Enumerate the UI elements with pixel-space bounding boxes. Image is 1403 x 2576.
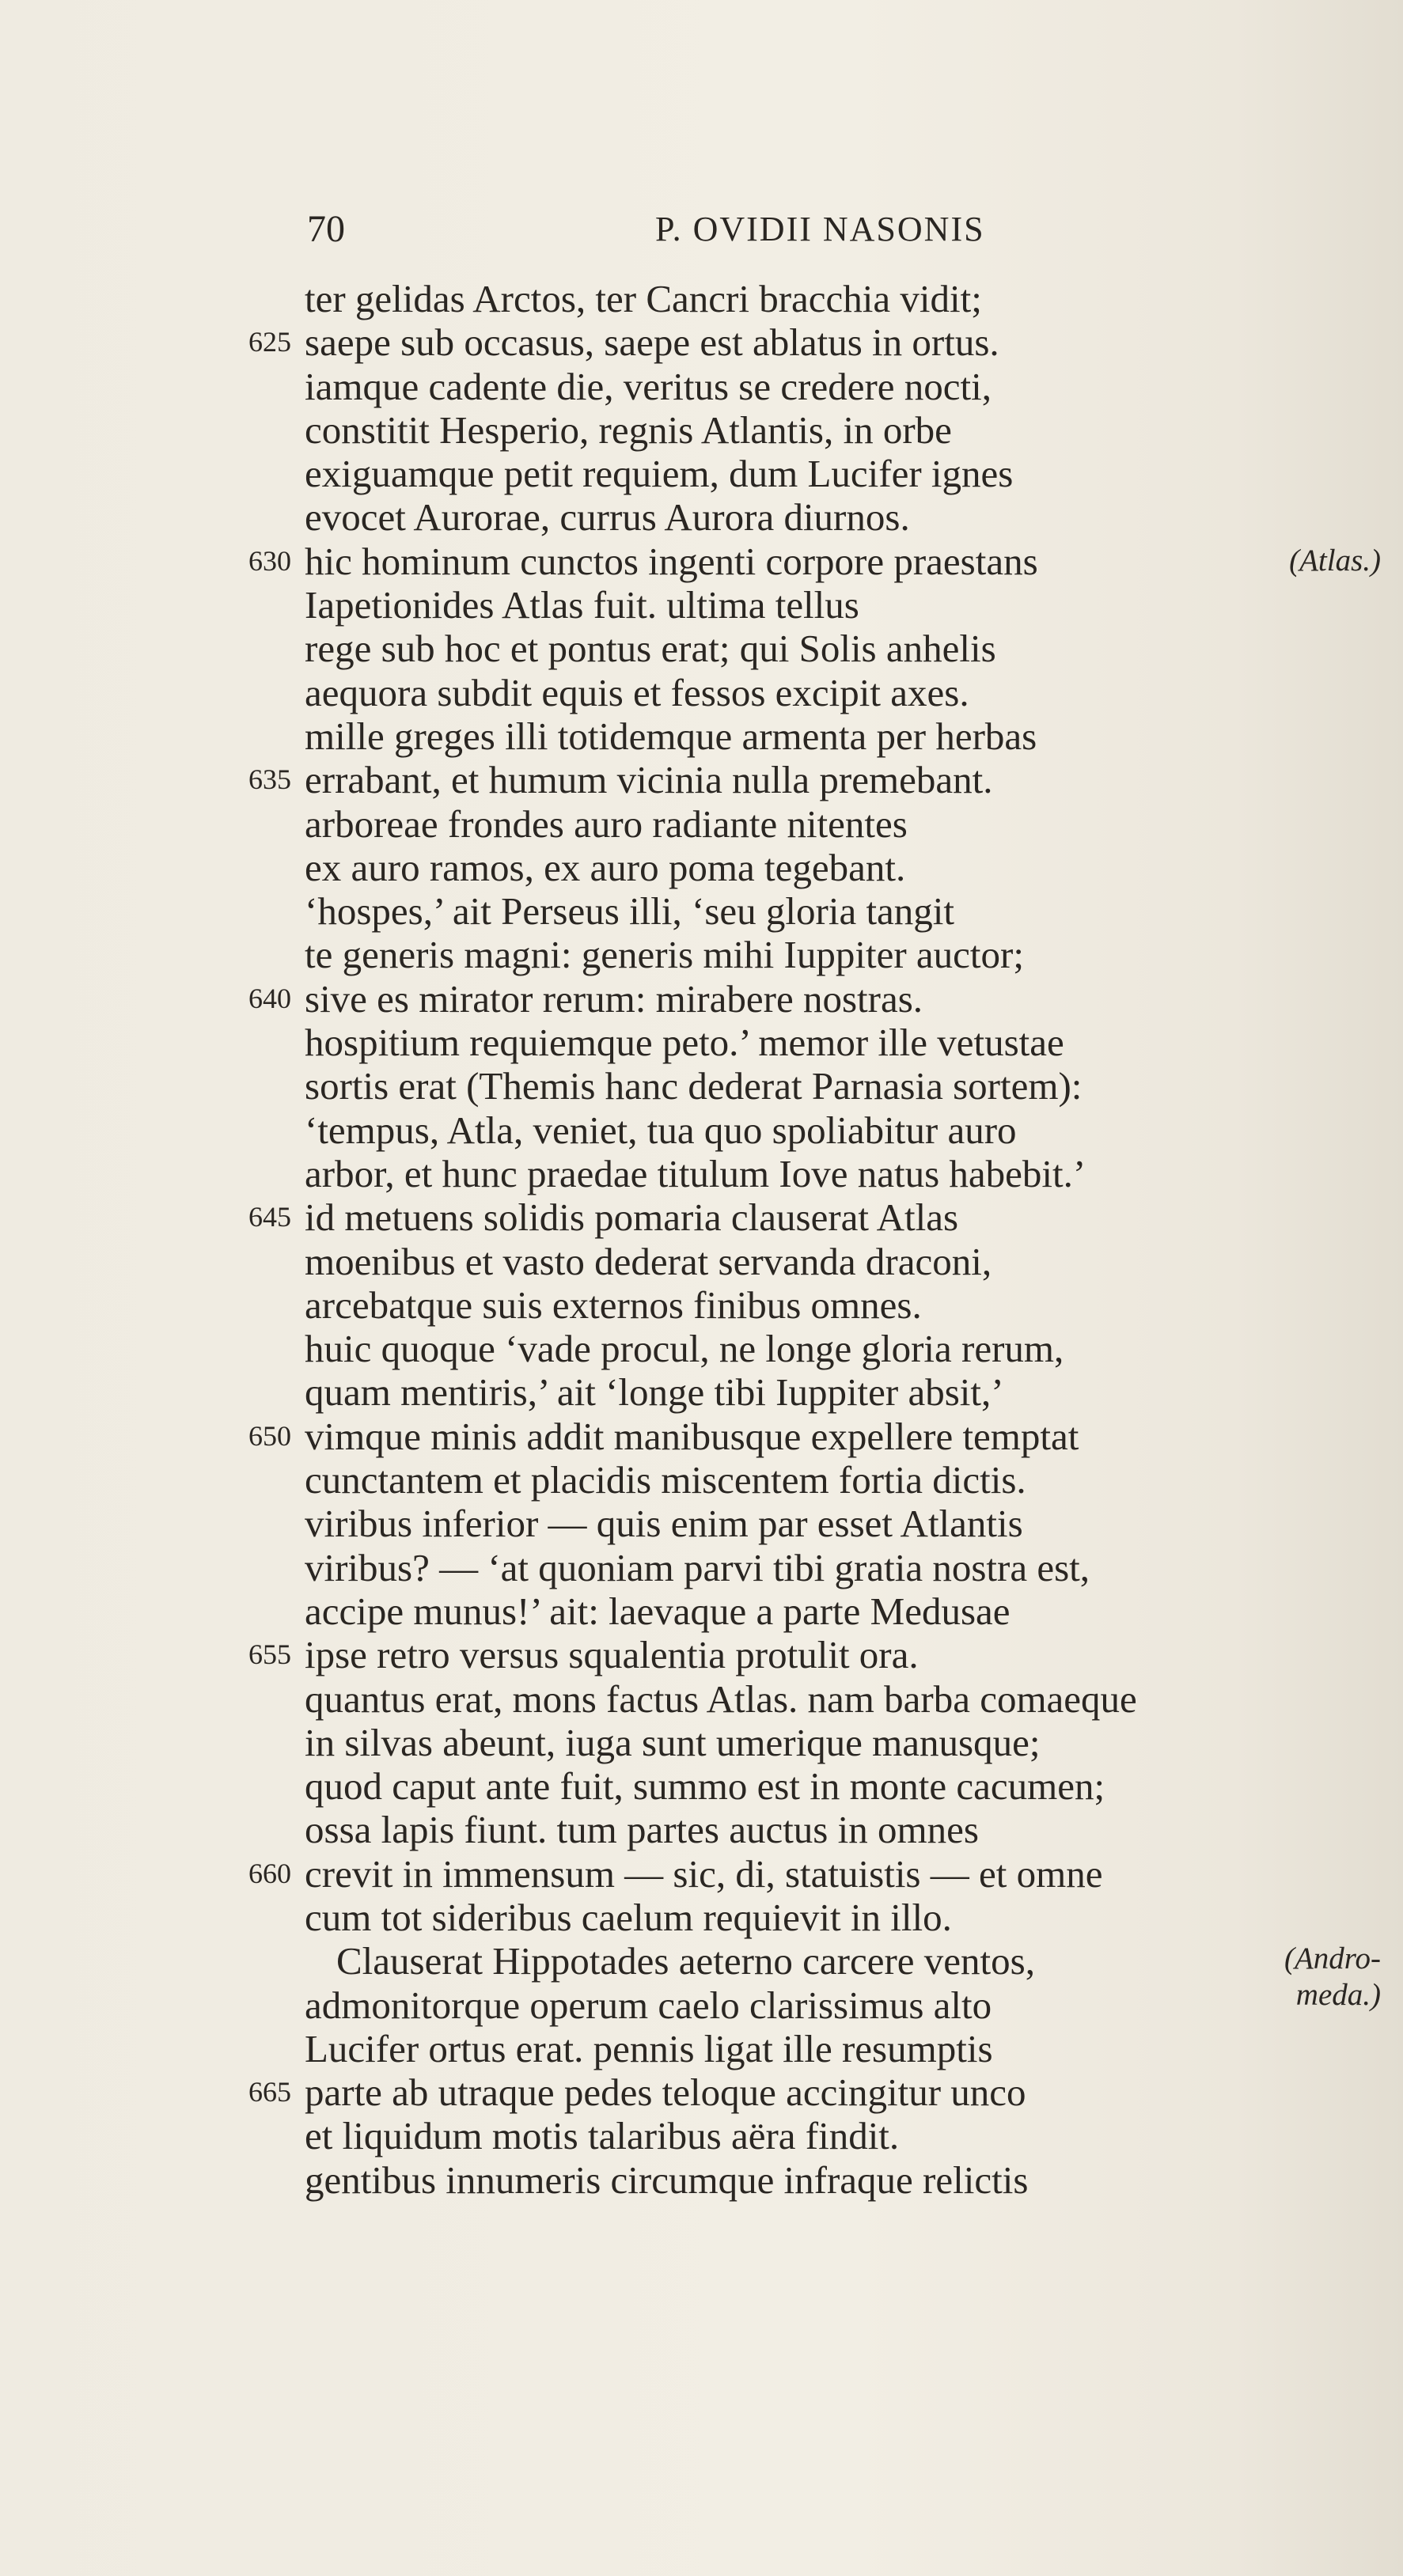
line-number: 625 xyxy=(248,326,291,358)
verse-text: sive es mirator rerum: mirabere nostras. xyxy=(305,976,923,1021)
verse-text: cunctantem et placidis miscentem fortia dictis. xyxy=(305,1458,1026,1502)
verse-line xyxy=(0,540,1403,583)
marginal-note: (Atlas.) xyxy=(1289,543,1381,578)
verse-text: exiguamque petit requiem, dum Lucifer ignes xyxy=(305,452,1014,496)
verse-line xyxy=(0,846,1403,889)
verse-text: rege sub hoc et pontus erat; qui Solis anhelis xyxy=(305,627,996,671)
verse-line xyxy=(0,1764,1403,1808)
line-number: 650 xyxy=(248,1419,291,1452)
verse-text: errabant, et humum vicinia nulla premebant. xyxy=(305,758,993,802)
marginal-note-line: (Andro- xyxy=(1284,1941,1381,1976)
verse-line xyxy=(0,714,1403,758)
verse-text: in silvas abeunt, iuga sunt umerique manusque; xyxy=(305,1720,1041,1764)
line-number: 635 xyxy=(248,763,291,796)
verse-line xyxy=(0,1195,1403,1239)
verse-text: ‘hospes,’ ait Perseus illi, ‘seu gloria tangit xyxy=(305,889,955,934)
verse-text: cum tot sideribus caelum requievit in illo. xyxy=(305,1895,952,1939)
verse-line xyxy=(0,671,1403,714)
verse-line xyxy=(0,1152,1403,1195)
verse-text: et liquidum motis talaribus aëra findit. xyxy=(305,2114,900,2158)
verse-text: viribus? — ‘at quoniam parvi tibi gratia nostra est, xyxy=(305,1545,1090,1589)
verse-text: iamque cadente die, veritus se credere nocti, xyxy=(305,364,992,408)
page-header xyxy=(307,202,1043,257)
verse-text: te generis magni: generis mihi Iuppiter auctor; xyxy=(305,933,1024,977)
line-number: 645 xyxy=(248,1201,291,1233)
verse-line xyxy=(0,2114,1403,2157)
page-number: 70 xyxy=(307,208,345,250)
verse-text: mille greges illi totidemque armenta per herbas xyxy=(305,714,1037,758)
verse-line xyxy=(0,2027,1403,2070)
verse-text: quam mentiris,’ ait ‘longe tibi Iuppiter absit,’ xyxy=(305,1370,1004,1415)
verse-text: aequora subdit equis et fessos excipit axes. xyxy=(305,670,969,714)
verse-line xyxy=(0,365,1403,408)
verse-line xyxy=(0,1064,1403,1108)
verse-line xyxy=(0,1415,1403,1458)
verse-line xyxy=(0,1108,1403,1152)
verse-line xyxy=(0,1283,1403,1327)
verse-text: ex auro ramos, ex auro poma tegebant. xyxy=(305,845,906,889)
verse-line xyxy=(0,1808,1403,1851)
running-title: P. OVIDII NASONIS xyxy=(655,210,985,248)
verse-text: accipe munus!’ ait: laevaque a parte Medusae xyxy=(305,1589,1011,1633)
verse-text: hic hominum cunctos ingenti corpore praestans xyxy=(305,539,1038,583)
verse-text: arboreae frondes auro radiante nitentes xyxy=(305,801,908,846)
verse-line xyxy=(0,277,1403,320)
verse-line xyxy=(0,758,1403,801)
verse-line xyxy=(0,408,1403,452)
verse-line xyxy=(0,627,1403,670)
verse-text: Lucifer ortus erat. pennis ligat ille resumptis xyxy=(305,2026,993,2070)
verse-line xyxy=(0,1983,1403,2027)
verse-line xyxy=(0,1370,1403,1414)
verse-line xyxy=(0,2070,1403,2114)
verse-text: saepe sub occasus, saepe est ablatus in ortus. xyxy=(305,320,999,365)
verse-text: huic quoque ‘vade procul, ne longe gloria rerum, xyxy=(305,1327,1064,1371)
verse-line xyxy=(0,1327,1403,1370)
verse-text: gentibus innumeris circumque infraque relictis xyxy=(305,2157,1029,2202)
verse-line xyxy=(0,452,1403,495)
verse-text: arcebatque suis externos finibus omnes. xyxy=(305,1282,922,1327)
verse-text: moenibus et vasto dederat servanda draconi, xyxy=(305,1239,992,1283)
verse-line xyxy=(0,1240,1403,1283)
verse-line xyxy=(0,1502,1403,1545)
verse-line xyxy=(0,802,1403,846)
verse-text: vimque minis addit manibusque expellere temptat xyxy=(305,1414,1079,1458)
verse-line xyxy=(0,1852,1403,1896)
verse-line xyxy=(0,1546,1403,1589)
verse-text: ter gelidas Arctos, ter Cancri bracchia vidit; xyxy=(305,277,982,320)
verse-text: ipse retro versus squalentia protulit ora. xyxy=(305,1633,919,1677)
verse-text: constitit Hesperio, regnis Atlantis, in orbe xyxy=(305,407,952,452)
verse-text: crevit in immensum — sic, di, statuistis — et omne xyxy=(305,1851,1103,1896)
verse-text: quod caput ante fuit, summo est in monte cacumen; xyxy=(305,1764,1105,1809)
verse-line xyxy=(0,1721,1403,1764)
verse-line xyxy=(0,889,1403,933)
verse-body xyxy=(0,277,1403,2202)
verse-text: arbor, et hunc praedae titulum Iove natus habebit.’ xyxy=(305,1151,1086,1195)
line-number: 640 xyxy=(248,982,291,1014)
verse-line xyxy=(0,495,1403,539)
verse-line xyxy=(0,977,1403,1021)
verse-text: evocet Aurorae, currus Aurora diurnos. xyxy=(305,495,910,540)
verse-line xyxy=(0,2158,1403,2202)
verse-text: ossa lapis fiunt. tum partes auctus in omnes xyxy=(305,1808,979,1852)
verse-text: Iapetionides Atlas fuit. ultima tellus xyxy=(305,583,859,627)
verse-line xyxy=(0,1677,1403,1721)
verse-line xyxy=(0,1633,1403,1676)
verse-line xyxy=(0,1021,1403,1064)
line-number: 630 xyxy=(248,544,291,577)
marginal-note-line: meda.) xyxy=(1295,1978,1381,2013)
verse-text: hospitium requiemque peto.’ memor ille vetustae xyxy=(305,1021,1064,1065)
verse-text: ‘tempus, Atla, veniet, tua quo spoliabitur auro xyxy=(305,1108,1017,1152)
verse-text: viribus inferior — quis enim par esset Atlantis xyxy=(305,1502,1023,1546)
line-number: 660 xyxy=(248,1857,291,1889)
verse-text: Clauserat Hippotades aeterno carcere ventos, xyxy=(336,1939,1035,1983)
line-number: 665 xyxy=(248,2076,291,2108)
verse-line xyxy=(0,583,1403,627)
verse-text: sortis erat (Themis hanc dederat Parnasia sortem): xyxy=(305,1064,1083,1108)
verse-line xyxy=(0,933,1403,976)
verse-text: admonitorque operum caelo clarissimus alto xyxy=(305,1983,992,2027)
verse-line xyxy=(0,320,1403,364)
verse-text: quantus erat, mons factus Atlas. nam barba comaeque xyxy=(305,1676,1137,1721)
line-number: 655 xyxy=(248,1638,291,1671)
verse-text: id metuens solidis pomaria clauserat Atlas xyxy=(305,1195,959,1240)
verse-line xyxy=(0,1589,1403,1633)
verse-text: parte ab utraque pedes teloque accingitur unco xyxy=(305,2070,1026,2115)
verse-line xyxy=(0,1896,1403,1939)
verse-line xyxy=(0,1458,1403,1502)
